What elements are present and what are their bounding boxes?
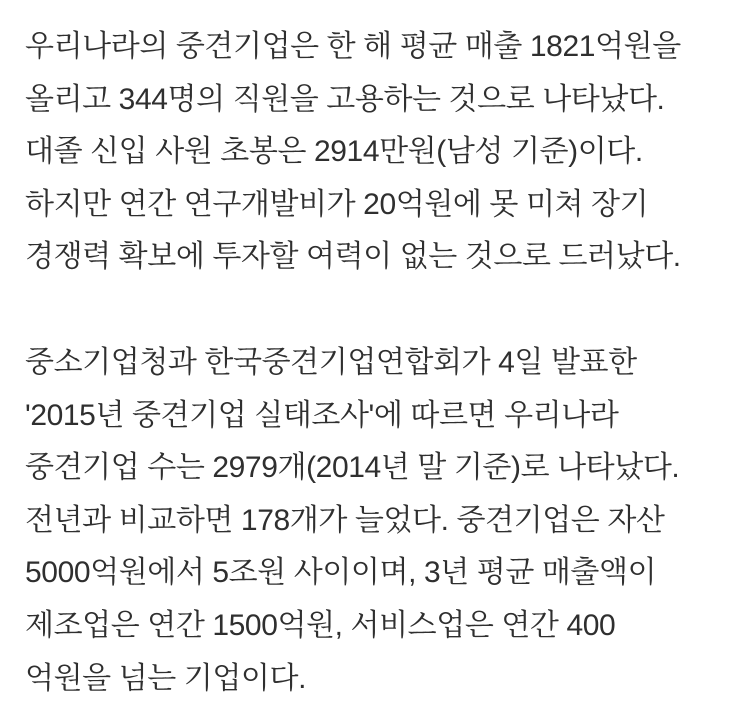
text-line: '2015년 중견기업 실태조사'에 따르면 우리나라	[25, 398, 619, 432]
text-line: 중견기업 수는 2979개(2014년 말 기준)로 나타났다.	[25, 451, 680, 485]
text-line: 중소기업청과 한국중견기업연합회가 4일 발표한	[25, 345, 637, 379]
text-line: 대졸 신입 사원 초봉은 2914만원(남성 기준)이다.	[25, 135, 643, 169]
article-paragraph	[25, 21, 729, 284]
text-line: 전년과 비교하면 178개가 늘었다. 중견기업은 자산	[25, 503, 665, 537]
text-line: 억원을 넘는 기업이다.	[25, 661, 307, 695]
text-line: 경쟁력 확보에 투자할 여력이 없는 것으로 드러났다.	[25, 240, 681, 274]
text-line: 우리나라의 중견기업은 한 해 평균 매출 1821억원을	[25, 30, 681, 63]
text-line: 제조업은 연간 1500억원, 서비스업은 연간 400	[25, 608, 616, 642]
text-line: 5000억원에서 5조원 사이이며, 3년 평균 매출액이	[25, 556, 657, 590]
text-line: 올리고 344명의 직원을 고용하는 것으로 나타났다.	[25, 82, 665, 116]
text-line: 하지만 연간 연구개발비가 20억원에 못 미쳐 장기	[25, 187, 649, 221]
article-paragraph	[25, 337, 729, 705]
